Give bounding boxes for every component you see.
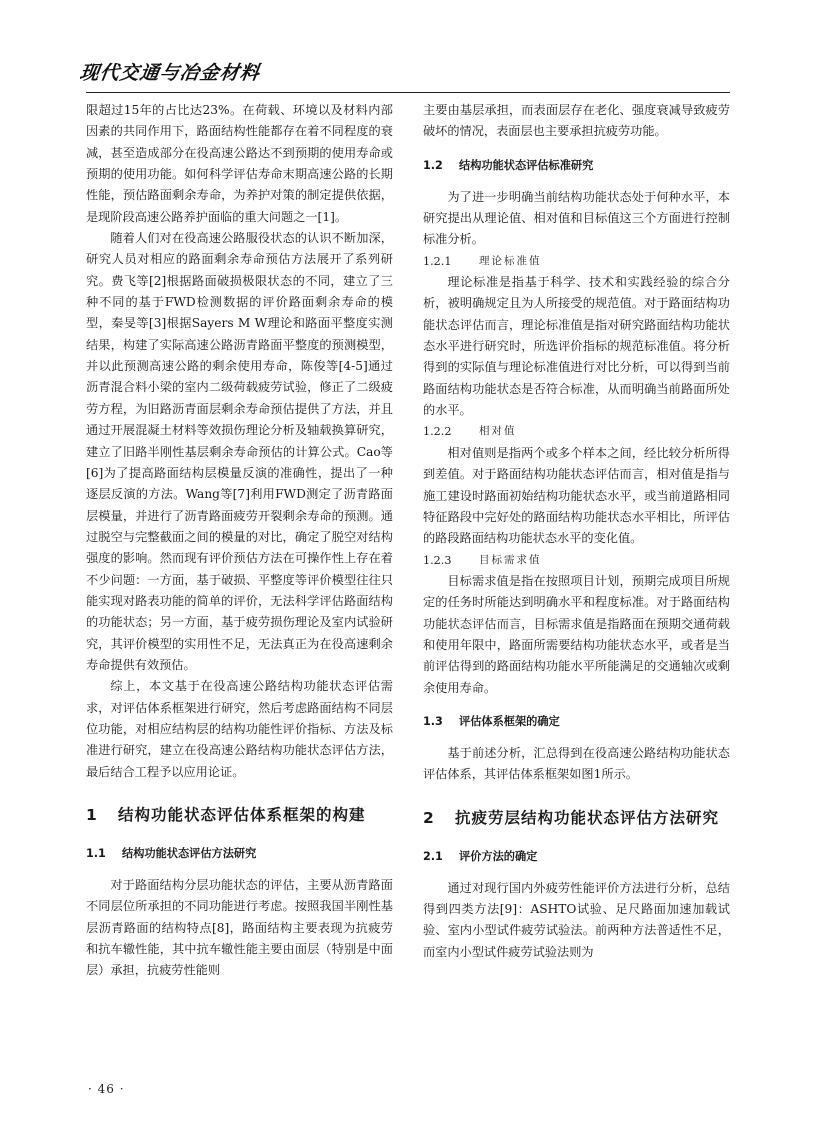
subsection-title: 评估体系框架的确定: [459, 714, 560, 728]
subsubsection-title: 理论标准值: [479, 254, 542, 267]
subsection-number: 1.3: [423, 714, 443, 728]
paragraph: 通过对现行国内外疲劳性能评价方法进行分析，总结得到四类方法[9]：ASHTO试验、足尺路面加速加载试验、室内小型试件疲劳试验法。前两种方法普适性不足，而室内小型试件疲劳试验法则为: [423, 880, 730, 959]
section-heading: [86, 803, 393, 827]
subsection-title: 结构功能状态评估标准研究: [459, 158, 594, 172]
paragraph: 综上，本文基于在役高速公路结构功能状态评估需求，对评估体系框架进行研究，然后考虑路面结构不同层位功能，对相应结构层的结构功能性评价指标、方法及标准进行研究，建立在役高速公路结构功能状态评估方法，最后结合工程予以应用论证。: [86, 679, 393, 779]
subsection-title: 结构功能状态评估方法研究: [122, 847, 257, 860]
subsubsection-number: 1.2.3: [423, 553, 452, 567]
subsection-heading: [423, 157, 730, 175]
paragraph: 主要由基层承担，而表面层存在老化、强度衰减导致疲劳破坏的情况，表面层也主要承担抗疲劳功能。: [423, 103, 730, 139]
subsubsection-heading: [423, 421, 730, 442]
paragraph: 理论标准是指基于科学、技术和实践经验的综合分析，被明确规定且为人所接受的规范值。对于路面结构功能状态评估而言，理论标准值是指对研究路面结构功能状态水平进行研究时，所选评价指标的规范标准值。将分析得到的实际值与理论标准值进行对比分析，可以得到当前路面结构功能状态是否符合标准，从而明确当前路面所处的水平。: [423, 275, 730, 418]
section-number: 1: [86, 806, 98, 824]
section-number: 2: [423, 808, 435, 827]
paragraph: 随着人们对在役高速公路服役状态的认识不断加深，研究人员对相应的路面剩余寿命预估方法展开了系列研究。费飞等[2]根据路面破损极限状态的不同，建立了三种不同的基于FWD检测数据的评价路面剩余寿命的模型，秦旻等[3]根据Sayers M W理论和路面平整度实测结果，构建了实际高速公路沥青路面平整度的预测模型，并以此预测高速公路的剩余使用寿命，陈俊等[4-5]通过沥青混合料小梁的室内二级荷载疲劳试验，修正了二级疲劳方程，为旧路沥青面层剩余寿命预估提供了方法，并且通过开展混凝土材料等效损伤理论分析及轴载换算研究，建立了旧路半刚性基层剩余寿命预估的计算公式。Cao等[6]为了提高路面结构层模量反演的准确性，提出了一种逐层反演的方法。Wang等[7]利用FWD测定了沥青路面层模量，并进行了沥青路面疲劳开裂剩余寿命的预测。通过脱空与完整截面之间的模量的对比，确定了脱空对结构强度的影响。然而现有评价预估方法在可操作性上存在着不少问题：一方面，基于破损、平整度等评价模型往往只能实现对路表功能的简单的评价，无法科学评估路面结构的功能状态；另一方面，基于疲劳损伤理论及室内试验研究，其评价模型的实用性不足，无法真正为在役高速剩余寿命提供有效预估。: [86, 231, 393, 672]
subsection-heading: [86, 845, 393, 863]
subsection-number: 1.2: [423, 158, 443, 172]
subsection-number: 2.1: [423, 849, 443, 863]
subsubsection-heading: [423, 251, 730, 272]
subsubsection-title: 目标需求值: [479, 553, 542, 566]
paragraph: 相对值则是指两个或多个样本之间，经比较分析所得到差值。对于路面结构功能状态评估而言，相对值是指与施工建设时路面初始结构功能状态水平，或当前道路相同特征路段中完好处的路面结构功能状态水平相比，所评估的路段路面结构功能状态水平的变化值。: [423, 445, 730, 546]
paragraph: 对于路面结构分层功能状态的评估，主要从沥青路面不同层位所承担的不同功能进行考虑。按照我国半刚性基层沥青路面的结构特点[8]，路面结构主要表现为抗疲劳和抗车辙性能，其中抗车辙性能主要由面层（特别是中面层）承担，抗疲劳性能则: [86, 878, 393, 978]
section-heading: [423, 806, 730, 830]
subsection-number: 1.1: [86, 847, 106, 860]
paragraph: 基于前述分析，汇总得到在役高速公路结构功能状态评估体系，其评估体系框架如图1所示。: [423, 745, 730, 782]
subsubsection-number: 1.2.2: [423, 425, 452, 439]
subsection-heading: [423, 713, 730, 731]
section-title: 结构功能状态评估体系框架的构建: [118, 806, 366, 824]
subsection-title: 评价方法的确定: [459, 849, 538, 863]
section-title: 抗疲劳层结构功能状态评估方法研究: [455, 808, 720, 827]
page-number: · 46 ·: [88, 1082, 125, 1096]
subsection-heading: [423, 848, 730, 866]
subsubsection-title: 相对值: [479, 425, 517, 438]
paragraph: 目标需求值是指在按照项目计划，预期完成项目所规定的任务时所能达到明确水平和程度标准。对于路面结构功能状态评估而言，目标需求值是指路面在预期交通荷载和使用年限中，路面所需要结构功能状态水平，或者是当前评估得到的路面结构功能水平所能满足的交通轴次或剩余使用寿命。: [423, 573, 730, 695]
header-rule: [86, 92, 730, 93]
paragraph: 为了进一步明确当前结构功能状态处于何种水平，本研究提出从理论值、相对值和目标值这三个方面进行控制标准分析。: [423, 189, 730, 247]
subsubsection-number: 1.2.1: [423, 254, 452, 268]
journal-logo: 现代交通与冶金材料: [78, 62, 262, 84]
right-column: [423, 100, 730, 963]
subsubsection-heading: [423, 550, 730, 571]
paragraph: 限超过15年的占比达23%。在荷载、环境以及材料内部因素的共同作用下，路面结构性能都存在着不同程度的衰减，甚至造成部分在役高速公路达不到预期的使用寿命或预期的使用功能。如何科学评估寿命末期高速公路的长期性能，预估路面剩余寿命，为养护对策的制定提供依据，是现阶段高速公路养护面临的重大问题之一[1]。: [86, 103, 393, 224]
left-column: [86, 100, 393, 982]
